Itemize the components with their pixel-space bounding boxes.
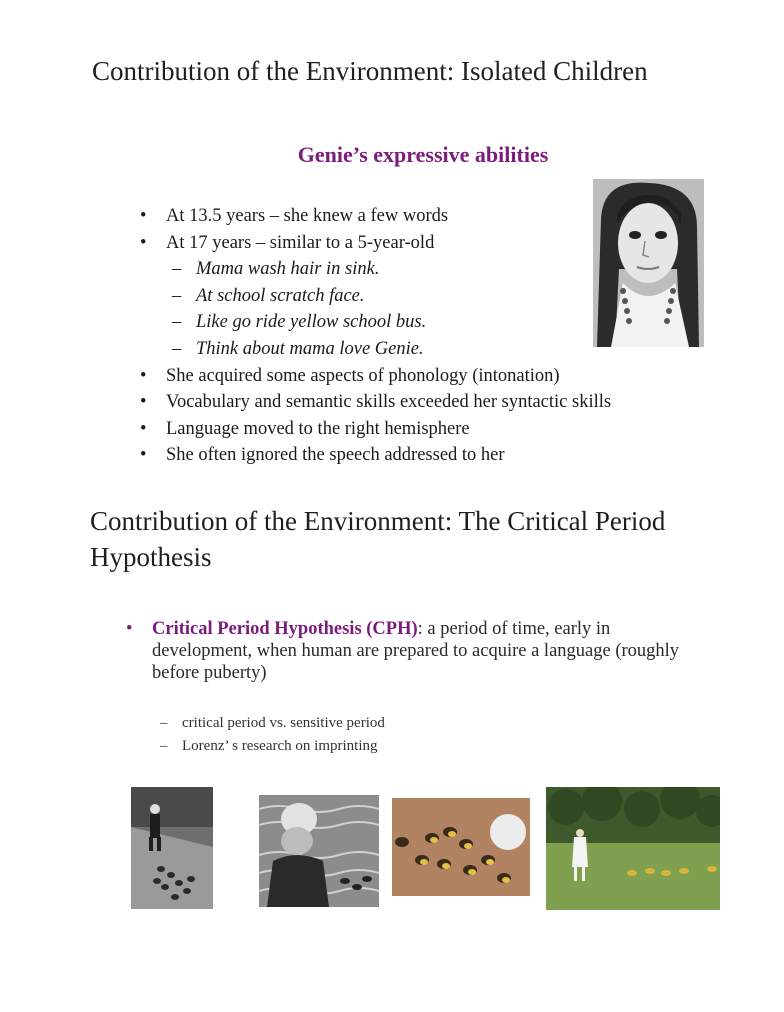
example-item: – At school scratch face. bbox=[138, 283, 611, 310]
sub-list-item: – critical period vs. sensitive period bbox=[160, 712, 385, 735]
cph-sub-list bbox=[160, 712, 385, 758]
lorenz-walking-ducklings-photo bbox=[131, 787, 213, 909]
section-subtitle: Genie’s expressive abilities bbox=[297, 142, 549, 167]
cph-definition bbox=[128, 618, 688, 684]
ducklings-with-ball-photo bbox=[392, 798, 530, 896]
bullet-dot: • bbox=[126, 619, 133, 639]
cph-definition-text: : a period of time, early in development, when human are prepared to acquire a language (roughly before puberty) bbox=[152, 619, 680, 683]
example-item: – Mama wash hair in sink. bbox=[138, 256, 611, 283]
list-item: • At 13.5 years – she knew a few words bbox=[138, 203, 611, 230]
section-title-critical-period: Contribution of the Environment: The Critical Period Hypothesis bbox=[90, 506, 666, 572]
list-item: • Language moved to the right hemisphere bbox=[138, 416, 611, 443]
cph-text bbox=[128, 618, 688, 684]
child-with-ducklings-photo bbox=[546, 787, 720, 910]
list-item: • She acquired some aspects of phonology (intonation) bbox=[138, 363, 611, 390]
genie-portrait-photo bbox=[593, 179, 704, 347]
example-item: – Think about mama love Genie. bbox=[138, 336, 611, 363]
example-item: – Like go ride yellow school bus. bbox=[138, 309, 611, 336]
list-item: • At 17 years – similar to a 5-year-old bbox=[138, 230, 611, 257]
cph-term: Critical Period Hypothesis (CPH) bbox=[152, 619, 418, 639]
page-title: Contribution of the Environment: Isolated Children bbox=[92, 56, 648, 86]
list-item: • Vocabulary and semantic skills exceeded her syntactic skills bbox=[138, 389, 611, 416]
genie-bullet-list bbox=[138, 203, 611, 469]
lorenz-in-water-photo bbox=[259, 795, 379, 907]
list-item: • She often ignored the speech addressed to her bbox=[138, 442, 611, 469]
sub-list-item: – Lorenz’ s research on imprinting bbox=[160, 735, 385, 758]
